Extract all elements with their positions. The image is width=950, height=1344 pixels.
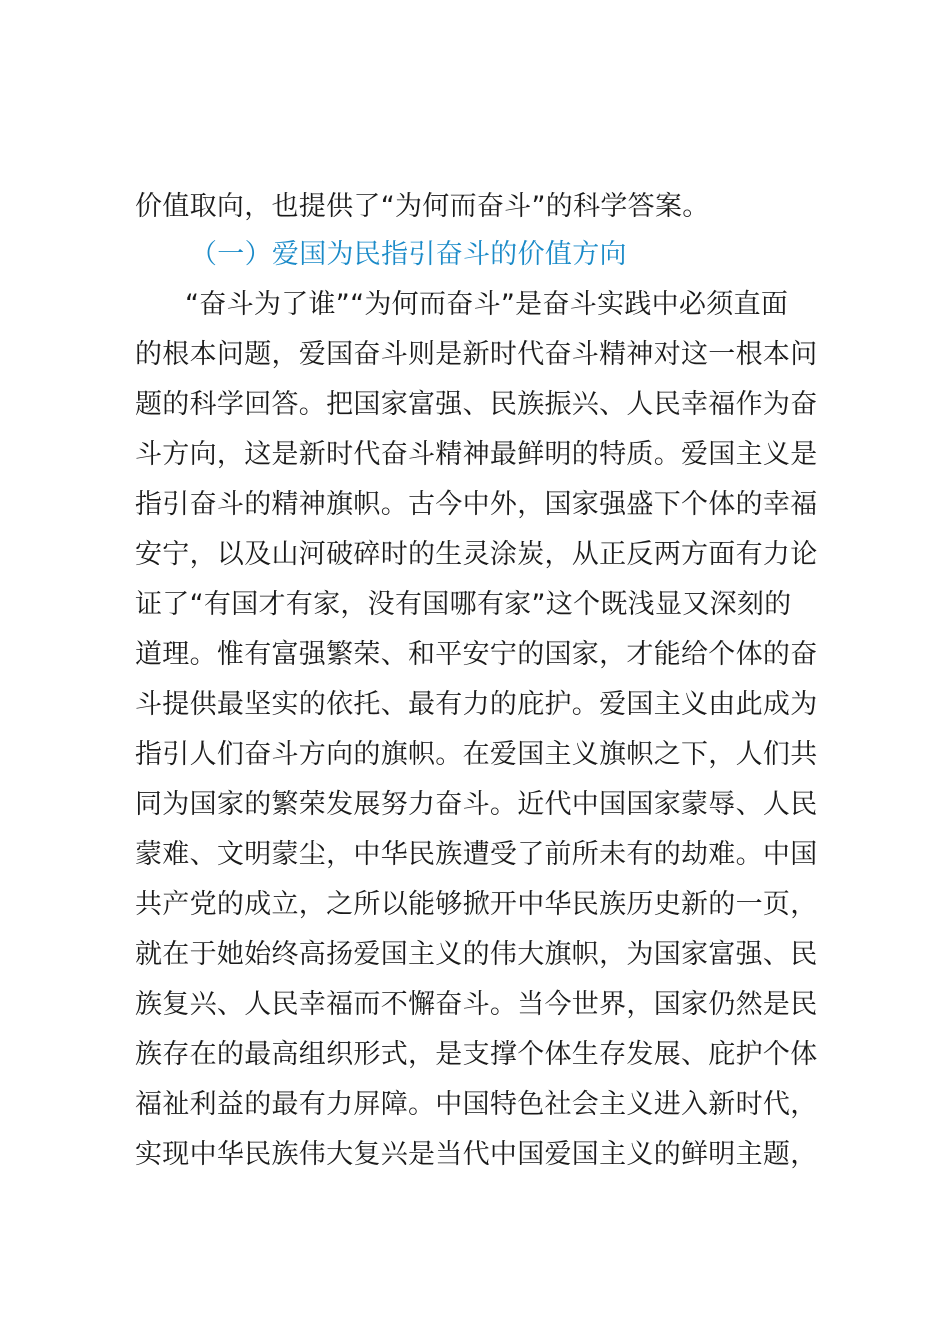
paragraph-line: 族复兴、人民幸福而不懈奋斗。当今世界，国家仍然是民 [135, 989, 818, 1020]
paragraph-line: 共产党的成立，之所以能够掀开中华民族历史新的一页， [135, 889, 818, 920]
section-heading: （一）爱国为民指引奋斗的价值方向 [190, 239, 627, 270]
paragraph-line: 斗方向，这是新时代奋斗精神最鲜明的特质。爱国主义是 [135, 439, 818, 470]
paragraph-line: 指引奋斗的精神旗帜。古今中外，国家强盛下个体的幸福 [135, 489, 818, 520]
paragraph-line: 安宁，以及山河破碎时的生灵涂炭，从正反两方面有力论 [135, 539, 818, 570]
paragraph-line: 指引人们奋斗方向的旗帜。在爱国主义旗帜之下，人们共 [135, 739, 818, 770]
paragraph-line: 蒙难、文明蒙尘，中华民族遭受了前所未有的劫难。中国 [135, 839, 818, 870]
paragraph-line: 就在于她始终高扬爱国主义的伟大旗帜，为国家富强、民 [135, 939, 818, 970]
paragraph-line: 斗提供最坚实的依托、最有力的庇护。爱国主义由此成为 [135, 689, 818, 720]
paragraph-line: 同为国家的繁荣发展努力奋斗。近代中国国家蒙辱、人民 [135, 789, 818, 820]
paragraph-line: 道理。惟有富强繁荣、和平安宁的国家，才能给个体的奋 [135, 639, 818, 670]
paragraph-line: 福祉利益的最有力屏障。中国特色社会主义进入新时代， [135, 1089, 818, 1120]
paragraph-line: 证了“有国才有家，没有国哪有家”这个既浅显又深刻的 [135, 589, 792, 620]
continuation-line: 价值取向，也提供了“为何而奋斗”的科学答案。 [135, 191, 710, 222]
paragraph-line: 实现中华民族伟大复兴是当代中国爱国主义的鲜明主题， [135, 1139, 818, 1170]
paragraph-line: 题的科学回答。把国家富强、民族振兴、人民幸福作为奋 [135, 389, 818, 420]
paragraph-line: 族存在的最高组织形式，是支撑个体生存发展、庇护个体 [135, 1039, 818, 1070]
paragraph-line: 的根本问题，爱国奋斗则是新时代奋斗精神对这一根本问 [135, 339, 818, 370]
paragraph-line: “奋斗为了谁”“为何而奋斗”是奋斗实践中必须直面 [185, 289, 789, 320]
